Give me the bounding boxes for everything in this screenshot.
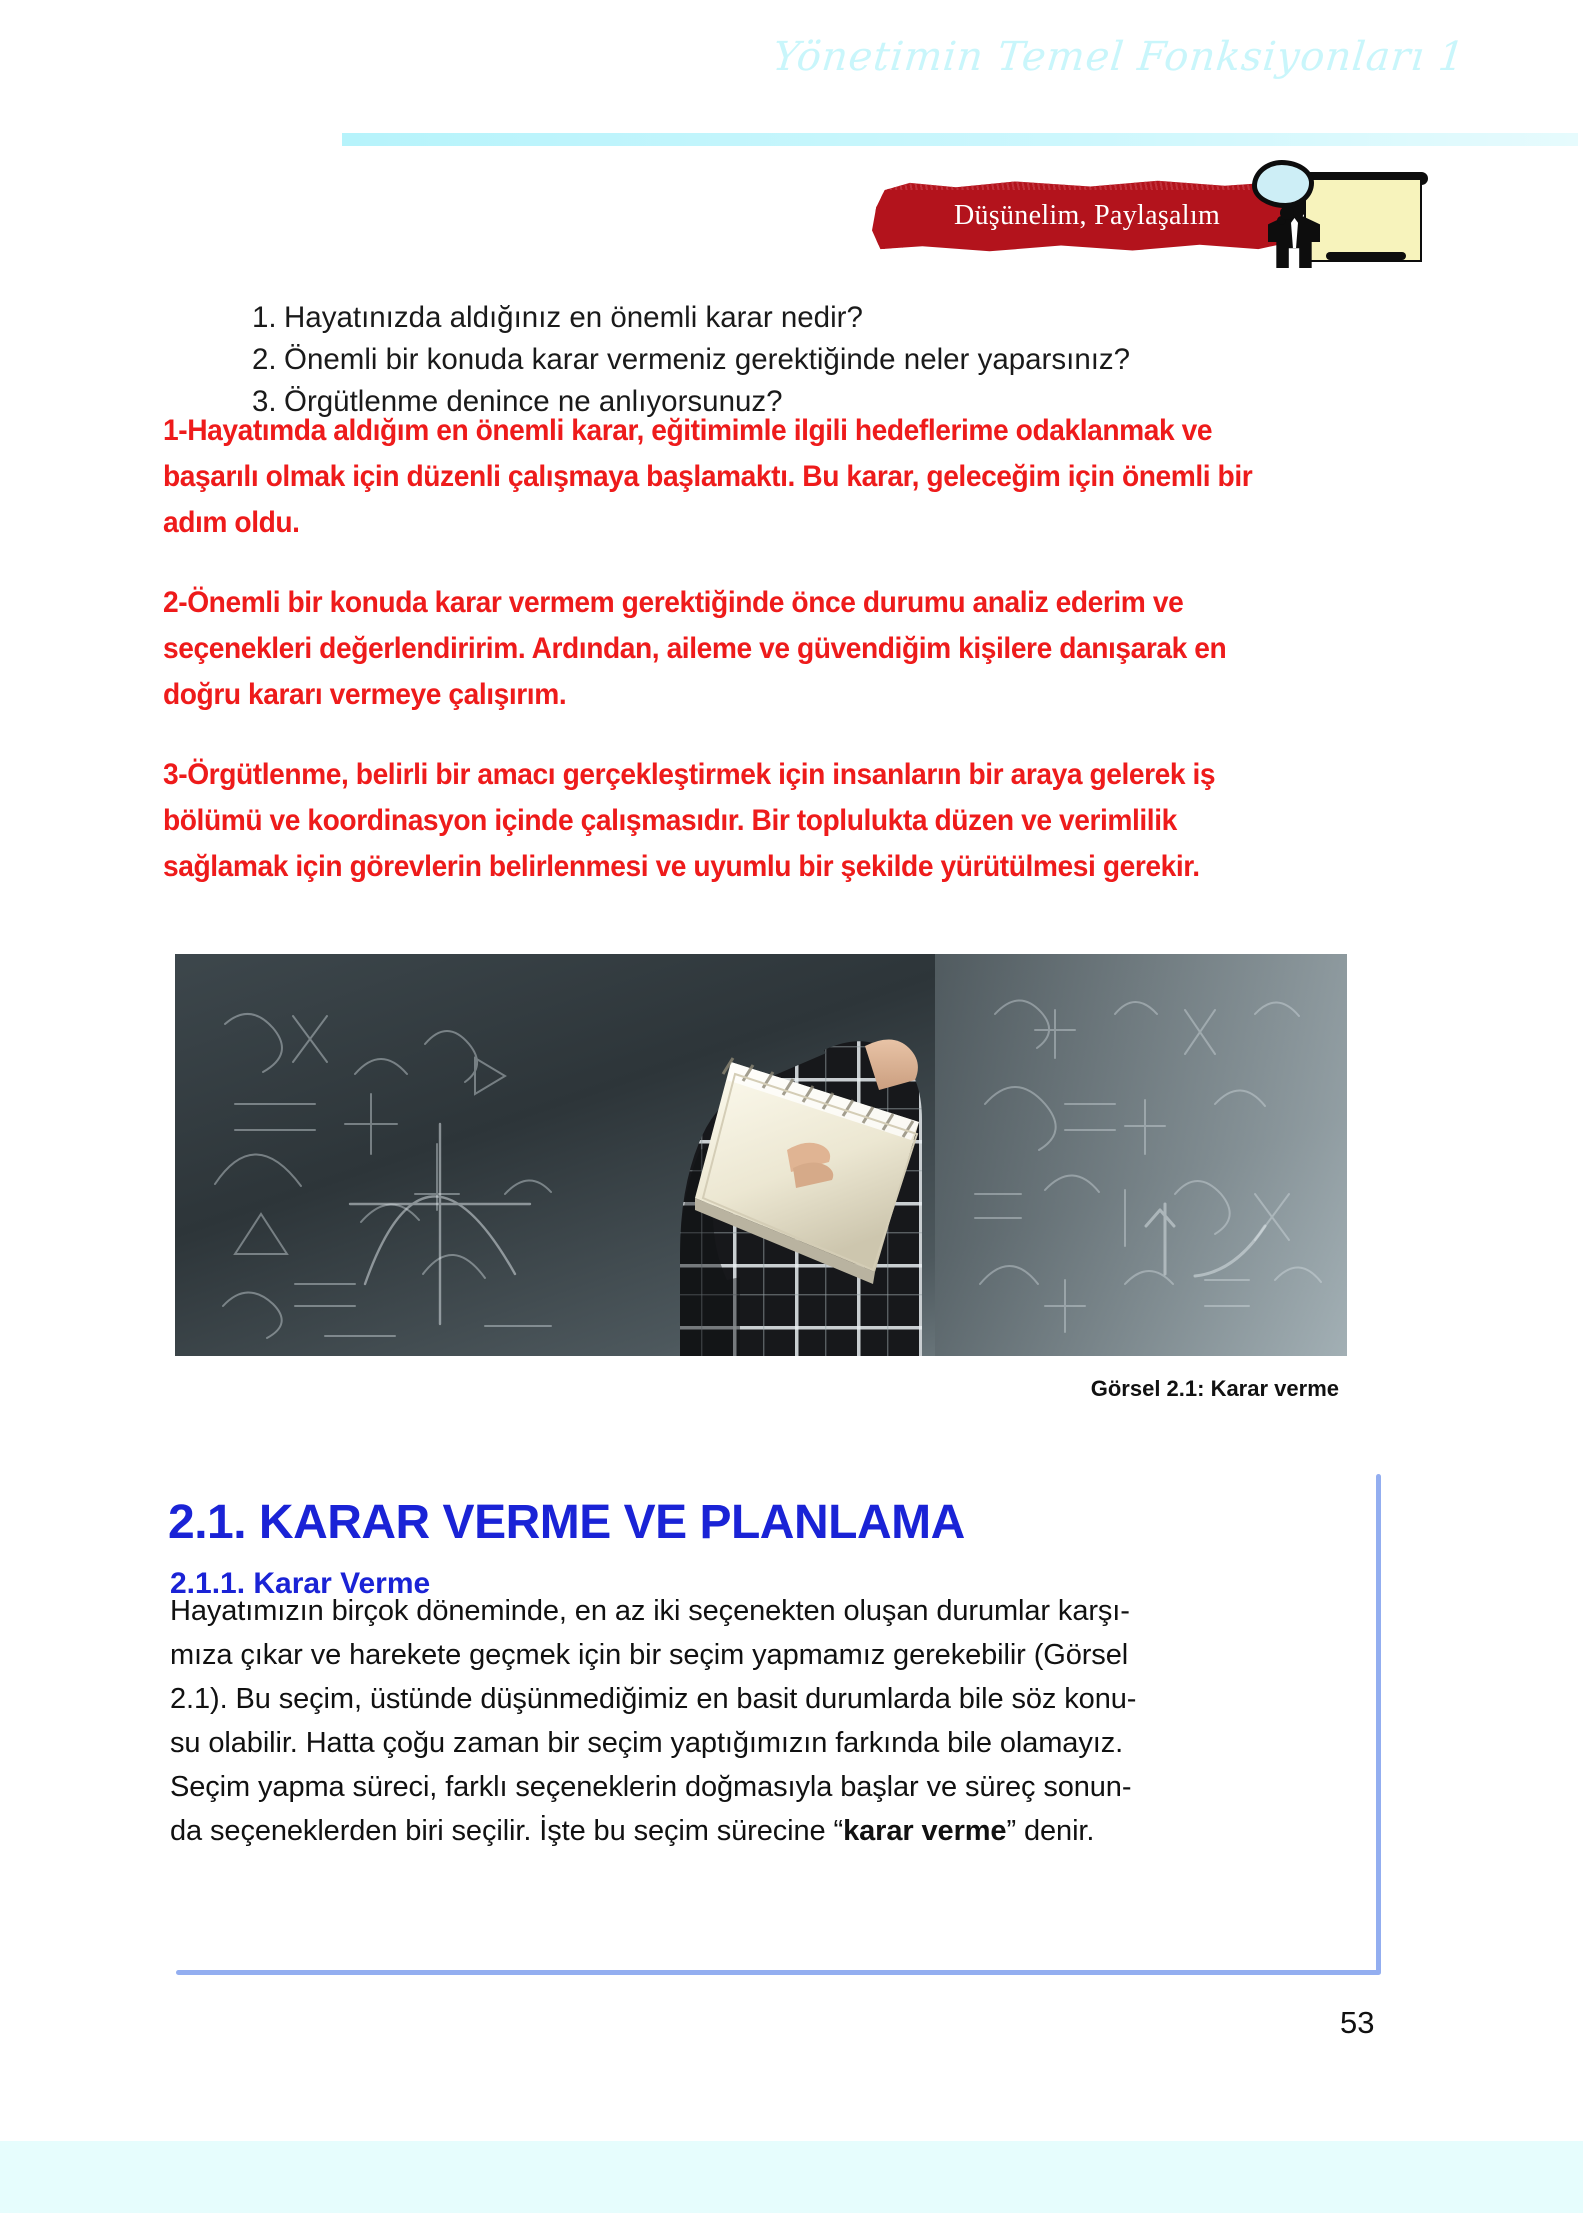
section-heading: 2.1. KARAR VERME VE PLANLAMA [168,1496,965,1550]
presenter-thinking-icon [1252,160,1428,268]
list-item [252,297,1252,339]
body-last-prefix: da seçeneklerden biri seçilir. İşte bu seçim sürecine “ [170,1815,844,1847]
chalkboard-photo [175,954,1347,1356]
think-share-banner [872,180,1292,252]
section-frame-bottom-rule [176,1970,1381,1975]
thought-dot-large-icon [1280,206,1294,220]
question-number: 2. [252,342,277,376]
board-bottom-bar-icon [1326,252,1406,260]
key-term-karar-verme: karar verme [843,1815,1007,1847]
subsection-heading: 2.1.1. Karar Verme [170,1566,431,1600]
running-head: Yönetimin Temel Fonksiyonları 1 [770,34,1468,80]
question-text: Hayatınızda aldığınız en önemli karar nedir? [284,300,863,334]
student-answers [163,408,1345,890]
section-frame-right-rule [1376,1474,1381,1974]
answer-paragraph-2: 2-Önemli bir konuda karar vermem gerektiğinde önce durumu analiz ederim ve seçenekleri değerlendiririm. Ardından, aileme ve güvendiğim kişilere danışarak en doğru kararı vermeye çalışırım. [163,586,1227,711]
bottom-decorative-band [0,2141,1583,2213]
body-line-last [170,1809,1358,1853]
question-number: 3. [252,384,277,418]
body-line: Hayatımızın birçok döneminde, en az iki seçenekten oluşan durumlar karşı- [170,1595,1130,1627]
figure-karar-verme [175,954,1347,1402]
body-last-suffix: ” denir. [1006,1815,1095,1847]
answer-paragraph-1: 1-Hayatımda aldığım en önemli karar, eğitimimle ilgili hedeflerime odaklanmak ve başarılı olmak için düzenli çalışmaya başlamaktı. Bu karar, geleceğim için önemli bir adım oldu. [163,414,1253,539]
chalkboard-photo-svg [175,954,1347,1356]
figure-caption: Görsel 2.1: Karar verme [1090,1376,1339,1401]
body-line: su olabilir. Hatta çoğu zaman bir seçim yaptığımızın farkında bile olamayız. [170,1727,1124,1759]
page-number: 53 [1340,2005,1375,2040]
body-paragraph [170,1589,1358,1853]
thought-bubble-icon [1252,160,1314,208]
answer-paragraph-3: 3-Örgütlenme, belirli bir amacı gerçekleştirmek için insanların bir araya gelerek iş bölümü ve koordinasyon içinde çalışmasıdır. Bir toplulukta düzen ve verimlilik sağlamak için görevlerin belirlenmesi ve uyumlu bir şekilde yürütülmesi gerekir. [163,758,1216,883]
question-list [212,297,1252,423]
think-share-label: Düşünelim, Paylaşalım [953,200,1221,231]
question-number: 1. [252,300,277,334]
body-line: Seçim yapma süreci, farklı seçeneklerin doğmasıyla başlar ve süreç sonun- [170,1771,1132,1803]
body-line: 2.1). Bu seçim, üstünde düşünmediğimiz en basit durumlarda bile söz konu- [170,1683,1137,1715]
body-line: mıza çıkar ve harekete geçmek için bir seçim yapmamız gerekebilir (Görsel [170,1639,1129,1671]
header-rule [342,133,1578,146]
question-text: Örgütlenme denince ne anlıyorsunuz? [284,384,783,418]
list-item [252,339,1252,381]
presentation-board-icon [1304,178,1422,262]
question-text: Önemli bir konuda karar vermeniz gerektiğinde neler yaparsınız? [284,342,1131,376]
